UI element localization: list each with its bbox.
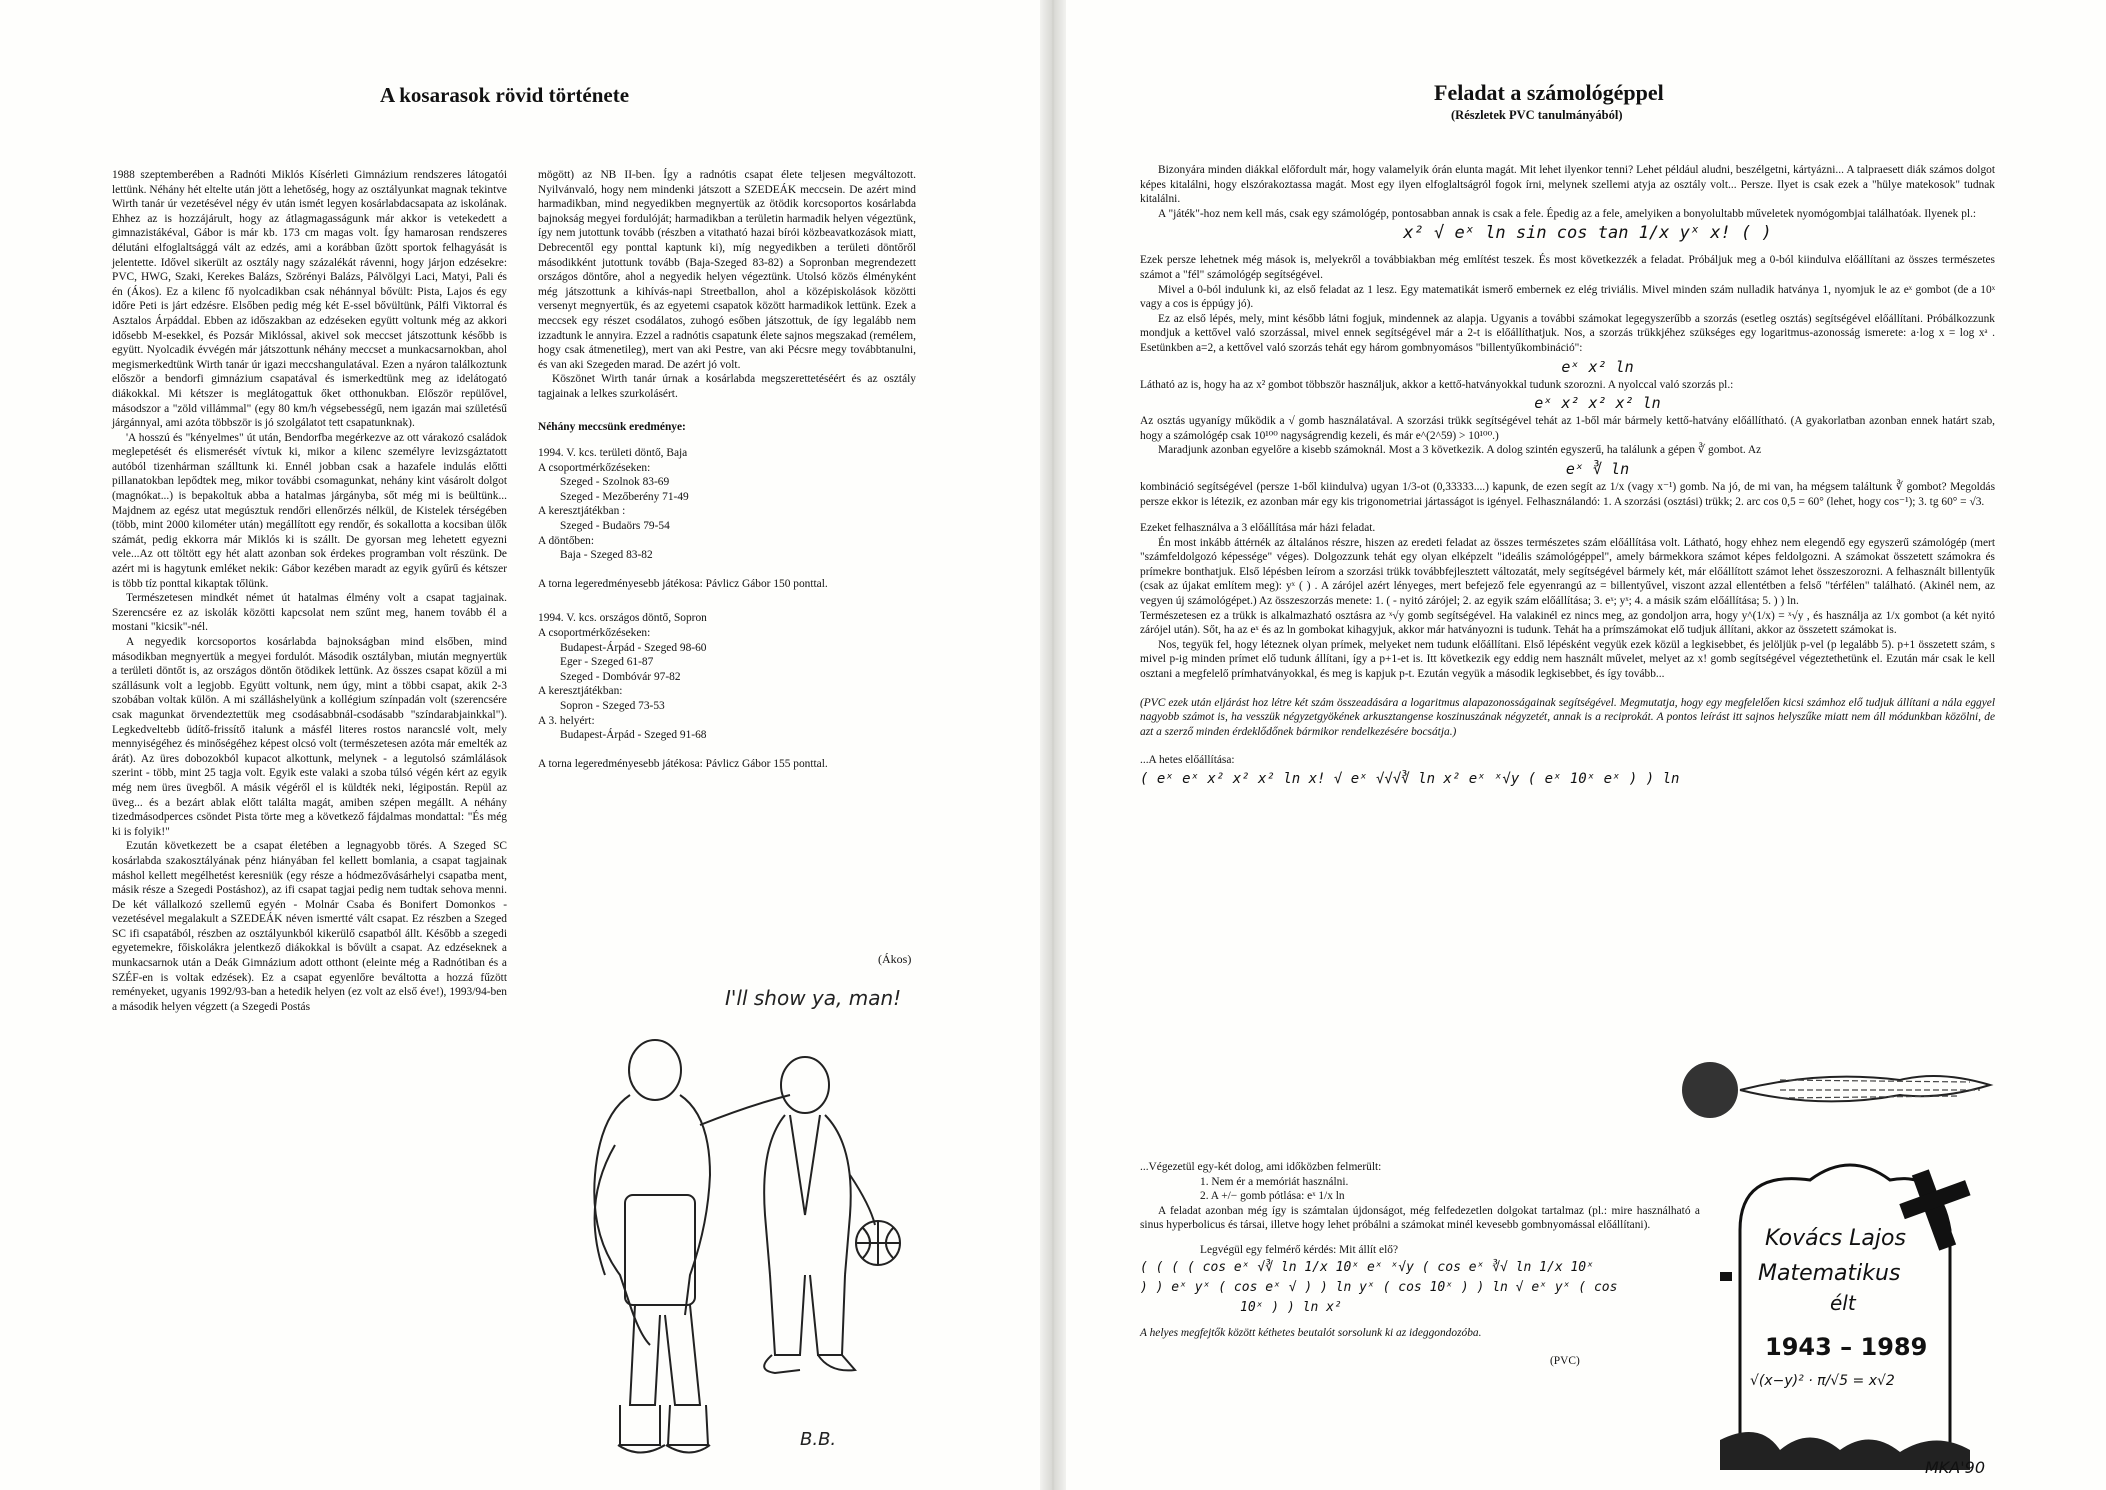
seven-formula: ( eˣ eˣ x² x² x² ln x! √ eˣ √√√∛ ln x² eˣ ˣ√y ( eˣ 10ˣ eˣ ) ) ln bbox=[1140, 771, 1680, 787]
paragraph: A "játék"-hoz nem kell más, csak egy számológép, pontosabban annak is csak a fele. Épedig az a fele, amelyiken a bonyolultabb műveletek nyomógombjai találhatóak. Ilyenek pl.: bbox=[1158, 207, 1977, 220]
paragraph: Ezután következett be a csapat életében a legnagyobb törés. A Szeged SC kosárlabda szakosztályának pénz hiányában fel kellett bomlania, a csapat tagjainak máshol kellett megélhetést keresniük (egy része a hódmezővásárhelyi csapatba ment, másik része a Szegedi Postáshoz), az ifi csapat tagjai pedig nem tudtak sehova menni. De két vállalkozó szellemű egyén - Molnár Csaba és Bonifert Domonkos - vezetésével megalakult a SZEDEÁK néven ismertté vált csapat. Ez részben a Szeged SC ifi csapatából, részben az osztályunkból kikerülő csapatból állt. Később a szegedi egyetemekre, főiskolákra jelentkező diákokkal is bővült a csapat. Az edzéseknek a munkacsarnok után a Deák Gimnázium adott otthont (eleinte még a Radnótiban és a SZÉF-en is voltak edzések). Ez a csapat egyenlőre beváltotta a hozzá fűzött reményeket, ugyanis 1992/93-ban a hetedik helyen (ez volt az első éve!), 1993/94-ben a második helyen végzett (a Szegedi Postás bbox=[112, 840, 507, 1013]
paragraph: Látható az is, hogy ha az x² gombot többször használjuk, akkor a kettő-hatványokkal tudunk szorozni. A nyolccal való szorzás pl.: bbox=[1140, 378, 1734, 391]
list-item: 2. A +/− gomb pótlása: eˣ 1/x ln bbox=[1200, 1190, 1345, 1203]
result-line: A csoportmérkőzéseken: bbox=[538, 627, 651, 640]
paragraph: Ezeket felhasználva a 3 előállítása már házi feladat. bbox=[1140, 522, 1376, 535]
small-cross-icon bbox=[1720, 1260, 1732, 1310]
result-line: Szeged - Szolnok 83-69 bbox=[560, 476, 670, 489]
result-line: A döntőben: bbox=[538, 534, 595, 547]
paragraph: 'A hosszú és "kényelmes" út után, Bendorfba megérkezve az ott várakozó családok meglepetését és elismerését vívtuk ki, mikor a kilenc személyre levizsgáztatott autóból tizenhárman szálltunk ki. Ennél jobban csak a hazafele indulás előtti pillanatokban lepődtek meg, mikor további csomagunkat, nehány kint vásárolt dolgot (magnókat...) is bepakoltuk abba a hatalmas járgányba, sőt még mi is beültünk... Majdnem az egész utat megúsztuk rendőri ellenőrzés nélkül, de Kistelek térségében (több, mint 2000 kilométer után) megállított egy rendőr, és sokallotta a kocsiban ülők számát, pedig ekkorra már Miklós ki is szállt. De gyorsan meg lehetett egyezni vele...Az ott töltött egy hét alatt azonban sok érdekes programban volt részünk. De azért mi is hagytunk emléket nekik: Gábor kezében maradt az egyik gyűrű és kétszer is több tíz ponttal kikaptak tőlünk. bbox=[112, 431, 507, 590]
cross-icon bbox=[1899, 1169, 1970, 1250]
paragraph: A feladat azonban még így is számtalan újdonságot, még felfedezetlen dolgokat tartalmaz (pl.: mire használható a sinus hyperbolicus és társai, illetve hogy lehet próbálni a számokat minél kevesebb gombnyomással előállítani). bbox=[1140, 1204, 1700, 1232]
page-gutter bbox=[1040, 0, 1066, 1490]
paragraph: Köszönet Wirth tanár úrnak a kosárlabda megszerettetéséért és az osztály tagjainak a lelkes szurkolásért. bbox=[538, 373, 916, 400]
result-line: 1994. V. kcs. országos döntő, Sopron bbox=[538, 612, 707, 625]
paragraph: Ezek persze lehetnek még mások is, melyekről a továbbiakban még említést teszek. És most következzék a feladat. Próbáljuk meg a 0-ból kiindulva előállítani az összes természetes számot a "fél" számológép segítségével. bbox=[1140, 254, 1995, 281]
page-title: A kosarasok rövid története bbox=[380, 83, 630, 107]
speech-bubble-text: I'll show ya, man! bbox=[725, 986, 902, 1010]
result-line: 1994. V. kcs. területi döntő, Baja bbox=[538, 447, 688, 460]
gravestone-formula: √(x−y)² · π/√5 = x√2 bbox=[1750, 1373, 1895, 1389]
paragraph: Természetesen ez a trükk is alkalmazható osztásra az ˣ√y gomb segítségével. Ha valakinél ez nincs meg, az gondoljon arra, hogy y^(1/x) = ˣ√y , és használja az 1/x gombot (a két nyitó zárójel után). Sőt, ha az eˣ és az ln gombokat kihagyjuk, akkor már hatványozni is tudunk. Tehát ha a prímszámokat elő tudjuk állítani, akkor az összetett számokat is. bbox=[1140, 609, 1995, 637]
result-line: Szeged - Mezőberény 71-49 bbox=[560, 490, 689, 503]
result-line: Szeged - Budaörs 79-54 bbox=[560, 520, 670, 533]
paragraph: kombináció segítségével (persze 1-ből kiindulva) ugyan 1/3-ot (0,33333....) kapunk, de ezen segít az 1/x (vagy x⁻¹) gomb. Na jó, de mi van, ha mégsem találtunk ∛ gombot? Megoldás persze ekkor is létezik, ez azonban már egy kis trigonometriai jártasságot is igényel. Felhasználandó: 1. A szorzási (osztási) trükk; 2. arc cos 0,5 = 60° (lehet, hogy cos⁻¹); 3. tg 60° = √3. bbox=[1140, 480, 1995, 508]
final-formula-line: ) ) eˣ yˣ ( cos eˣ √ ) ) ln yˣ ( cos 10ˣ ) ) ln √ eˣ yˣ ( cos bbox=[1140, 1279, 1618, 1295]
cartoon-signature: B.B. bbox=[800, 1429, 837, 1450]
result-line: A keresztjátékban: bbox=[538, 685, 623, 698]
result-line: A keresztjátékban : bbox=[538, 505, 626, 518]
gravestone-years: 1943 – 1989 bbox=[1765, 1333, 1928, 1361]
formula-cube-root: eˣ ∛ ln bbox=[1565, 459, 1630, 478]
left-column-1 bbox=[112, 168, 507, 1014]
calculator-buttons-formula: x² √ eˣ ln sin cos tan 1/x yˣ x! ( ) bbox=[1403, 223, 1772, 244]
artist-signature: MKA'90 bbox=[1925, 1458, 1985, 1477]
question: Legvégül egy felmérő kérdés: Mit állít elő? bbox=[1200, 1243, 1399, 1256]
paragraph: Az osztás ugyanígy működik a √ gomb használatával. A szorzási trükk segítségével tehát az 1-ből már bármely kettő-hatvány előállítható. (A gyakorlatban azonban ennek határt szab, hogy a számológép csak 10¹⁰⁰ nagyságrendig kezeli, és már e^(2^59) > 10¹⁰⁰.) bbox=[1140, 415, 1995, 442]
paragraph: Ez az első lépés, mely, mint később látni fogjuk, mindennek az alapja. Ugyanis a további számokat legegyszerűbb a szorzás (esetleg osztás) segítségével előállítani. Próbálkozzunk mondjuk a kettővel való szorzással, mivel ennek segítségével már a 2-t is előállíthatjuk. Nos, a szorzás trükkjéhez szükséges egy logaritmus-azonosság ismerete: a·log x = log xᵃ . Esetünkben a=2, a kettővel való szorzás tehát egy három gombnyomásos "billentyűkombináció": bbox=[1140, 312, 1995, 354]
paragraph: Mivel a 0-ból indulunk ki, az első feladat az 1 lesz. Egy matematikát ismerő embernek ez elég triviális. Mivel minden szám nulladik hatványa 1, nyomjuk le az eˣ gombot (de a 10ˣ vagy a cos is éppúgy jó). bbox=[1140, 283, 1995, 311]
result-line: Sopron - Szeged 73-53 bbox=[560, 700, 665, 712]
gravestone-sketch bbox=[1720, 1150, 2010, 1480]
result-line: A 3. helyért: bbox=[538, 714, 595, 727]
basketball-cartoon bbox=[560, 975, 940, 1475]
result-line: Szeged - Dombóvár 97-82 bbox=[560, 670, 681, 683]
result-line: Budapest-Árpád - Szeged 98-60 bbox=[560, 641, 707, 654]
results-block-2 bbox=[538, 611, 916, 742]
tall-player-figure bbox=[594, 1040, 790, 1453]
gravestone-elt: élt bbox=[1830, 1291, 1856, 1315]
formula-multiply-eight: eˣ x² x² x² ln bbox=[1534, 394, 1661, 413]
formula-multiply-two: eˣ x² ln bbox=[1561, 357, 1634, 376]
final-formula-line: ( ( ( ( cos eˣ √∛ ln 1/x 10ˣ eˣ ˣ√y ( cos eˣ ∛√ ln 1/x 10ˣ bbox=[1140, 1259, 1594, 1275]
result-line: Budapest-Árpád - Szeged 91-68 bbox=[560, 729, 707, 742]
coach-figure bbox=[764, 1057, 875, 1373]
best-player-1: A torna legeredményesebb játékosa: Pávlicz Gábor 150 ponttal. bbox=[538, 577, 828, 590]
result-line: A csoportmérkőzéseken: bbox=[538, 461, 651, 474]
paragraph: A negyedik korcsoportos kosárlabda bajnokságban mind elsőben, mind másodikban megnyertük a megyei fordulót. Második osztályban, miután megnyertük a területi döntőt is, az országos döntőn ötödikek lettünk. Az összes csapat közül a mi szállásunk volt a legjobb. Együtt voltunk, nem úgy, mint a többi csapat, akik 2-3 szobában voltak külön. A mi szálláshelyünk a kollégium színpadán volt (szerencsére csak magunkat örvendeztettük meg csodásabbnál-csodásabb "színdarabjainkkal"). Legkedveltebb üdítő-frissítő italunk a másfél literes rostos narancslé volt, mely mennyiségéhez és minőségéhez képest olcsó volt (természetesen azóta már emelték az árát). Az üres dobozokból kupacot alkottunk, melynek - a legutolsó számlálások szerint - több, mint 25 tagja volt. Egyik este valaki a szoba túlsó végén kért az egyik még nem üres üvegből. A másik végéről el is küldték neki, légipostán. Repül az üveg... és a bezárt ablak előtt találta magát, amiben szépen megállt. A néhány tizedmásodperces csöndet Pista törte meg a következő fájdalmas mondattal: "És még ki is folyik!" bbox=[112, 636, 507, 838]
page-subtitle: (Részletek PVC tanulmányából) bbox=[1451, 108, 1623, 122]
right-ending bbox=[1140, 1160, 1700, 1369]
editor-note: (PVC ezek után eljárást hoz létre két szám összeadására a logaritmus alapazonosságainak segítségével. Megmutatja, hogy egy megfelelően kicsi számhoz elő tudjuk állítani a nála eggyel nagyobb számot is, ha vesszük négyzetgyökének arkusztangense koszinuszának négyzetét, annak is a reciprokát. A pontos leírást itt sajnos helyszűke miatt nem áll módunkban közölni, de azt a szerző minden érdeklődőnek bármikor rendelkezésére bocsátja.) bbox=[1140, 696, 1995, 738]
result-line: Baja - Szeged 83-82 bbox=[560, 549, 653, 562]
results-title: Néhány meccsünk eredménye: bbox=[538, 420, 686, 433]
final-formula-line: 10ˣ ) ) ln x² bbox=[1240, 1299, 1342, 1315]
paragraph: Maradjunk azonban egyelőre a kisebb számoknál. Most a 3 következik. A dolog szintén egyszerű, ha találunk a gépen ∛ gombot. Az bbox=[1158, 444, 1762, 457]
paragraph: ...Végezetül egy-két dolog, ami időközben felmerült: bbox=[1140, 1161, 1382, 1173]
paragraph: 1988 szeptemberében a Radnóti Miklós Kísérleti Gimnázium rendszeres látogatói lettünk. Néhány hét eltelte után jött a lehetőség, hogy az osztályunkat magnak tekintve Wirth tanár úr vezetésével négy év után ismét legyen kosárlabdacsapata az iskolának. Ehhez az is hozzájárult, hogy az átlagmagasságunk már akkor is vetekedett a gimnazistákéval, Gábor is már kb. 173 cm magas volt. Így hamarosan rendszeres délutáni elfoglaltsággá vált az edzés, ami a korábban űzött sportok felhagyását is jelentette. Idővel sikerült az osztály nagy százalékát rávenni, hogy járjon edzésekre: PVC, HWG, Szaki, Kerekes Balázs, Szörényi Balázs, Pálvölgyi Laci, Matyi, Pali és én (Ákos). Ez a kilenc fő nyolcadikban csak néhánnyal bővült: Pista, Lajos és egy időre Peti is járt edzésre. Elsőben pedig még két E-ssel bővültünk, Pálfi Viktorral és Asztalos Árpáddal. Ebben az időszakban az edzéseken együtt voltunk még az akkori idősebb M-esekkel, és Pozsár Miklóssal, akivel sok meccset játszottunk később is együtt. Nyolcadik évvégén már játszottunk néhány meccset a munkacsarnokban, ahol megismerkedtünk Wirth tanár úr igazi meccshangulatával. Ezen a nyáron találkoztunk először a bendorfi gimnázium csapatával és ismerkedtünk meg az idelátogató diákokkal. Mi kétszer is meglátogattuk őket otthonukban. Először repülővel, másodszor a "zöld villámmal" (egy 80 km/h végsebességű, nem igazán mai születésű járgánnyal, ami azóta többször is jó szolgálatot tett csapatunknak). bbox=[112, 169, 507, 430]
best-player-2: A torna legeredményesebb játékosa: Pávlicz Gábor 155 ponttal. bbox=[538, 757, 828, 770]
final-note: A helyes megfejtők között kéthetes beutalót sorsolunk ki az ideggondozóba. bbox=[1140, 1326, 1482, 1339]
gravestone-profession: Matematikus bbox=[1758, 1261, 1901, 1286]
paragraph: Én most inkább áttérnék az általános részre, hiszen az eredeti feladat az összes természetes szám előállítása volt. Látható, hogy ehhez nem elegendő egy egyszerű számológép (mert "számfeldolgozó képessége" véges). Dolgozzunk tehát egy olyan elképzelt "ideális számológéppel", amely bármekkora számot képes feldolgozni. A számokat összetett számokra és prímekre bonthatjuk. Első lépésben leírom a szorzási trükk továbbfejlesztett változatát, mely segítségével bármely két, már előállított számot lehet összeszorozni. A felhasznált billentyűk (csak az újakat említem meg): yˣ ( ) . A zárójel azért lényeges, mert befejező fele egyenrangú az = billentyűvel, viszont azzal ellentétben a felső "térfélen" található. (Akinél nem, az vegyen új számológépet.) Az összeszorzás menete: 1. ( - nyitó zárójel; 2. az egyik szám előállítása; 3. eˣ; yˣ; 4. a másik szám előállítása; 5. ) ) ln. bbox=[1140, 536, 1995, 608]
paragraph: Természetesen mindkét német út hatalmas élmény volt a csapat tagjainak. Szerencsére ez az iskolák közötti kapcsolat nem szűnt meg, hanem tovább él a mostani "kicsik"-nél. bbox=[112, 592, 507, 634]
basketball-icon bbox=[856, 1221, 900, 1265]
left-column-2 bbox=[538, 168, 916, 771]
page-title: Feladat a számológéppel bbox=[1434, 80, 1664, 105]
left-page bbox=[0, 0, 1040, 1490]
author-signature: (Ákos) bbox=[878, 952, 912, 966]
results-block-1 bbox=[538, 446, 916, 563]
comet-sketch bbox=[1670, 1050, 2000, 1130]
paragraph: Bizonyára minden diákkal előfordult már, hogy valamelyik órán elunta magát. Mit lehet ilyenkor tenni? Lehet például aludni, beszélgetni, kártyázni... A talpraesett diák számos dolgot képes kitalálni, hogy elszórakoztassa magát. Most egy ilyen elfoglaltságról fogok írni, melynek szellemi atyja az osztály volt... Persze. Ilyet is csak ezek a "hülye matekosok" tudnak kitalálni. bbox=[1140, 164, 1995, 206]
paragraph: Nos, tegyük fel, hogy léteznek olyan prímek, melyeket nem tudunk előállítani. Első lépésként vegyük ezek közül a legkisebbet, és jelöljük p-vel (p legalább 5). p+1 összetett szám, s mivel p-ig minden prímet elő tudunk állítani, így a p+1-et is. Itt következik egy eddig nem használt művelet, melyet az x! gomb segítségével végeztethetünk el. Ezután már csak le kell osztani a megfelelő prímhatványokkal, és meg is kapjuk p-t. Ezután vegyük a második legkisebbet, és így tovább... bbox=[1140, 638, 1995, 681]
right-article-body bbox=[1140, 163, 1995, 790]
gravestone-name: Kovács Lajos bbox=[1765, 1226, 1906, 1251]
author-signature: (PVC) bbox=[1550, 1355, 1580, 1368]
paragraph: mögött) az NB II-ben. Így a radnótis csapat élete teljesen megváltozott. Nyilvánvaló, hogy nem mindenki játszott a SZEDEÁK meccsein. De azért mind harmadikban, mind negyedikben megnyertük az ötödik korcsoportos kosárlabda bajnokság megyei fordulóját; harmadikban a területin harmadik helyen végeztünk, így nem jutottunk tovább (részben a vitatható hazai bírói közbeavatkozások miatt, Debrecentől egy ponttal kaptunk ki), míg negyedikben a területi döntőről másodikként jutottunk tovább (Baja-Szeged 83-82) a Sopronban megrendezett országos döntőre, ahol a negyedik helyen végeztünk. Utolsó közös élményként még játszottunk a kihívás-napi Streetballon, ahol a középiskolások közötti versenyt megnyertük, és az egyetemi csapatok között harmadikok lettünk. Ezek a meccsek egy részet csodálatos, zuhogó esőben játszottuk, de így legalább nem izzadtunk le annyira. Ezzel a radnótis csapatunk élete sajnos megszakad (remélem, hogy csak átmenetileg), mert van aki Pestre, van aki Pécsre megy továbbtanulni, és van aki Szegeden marad. De azért jó volt. bbox=[538, 169, 916, 371]
seven-label: ...A hetes előállítása: bbox=[1140, 754, 1235, 767]
list-item: 1. Nem ér a memóriát használni. bbox=[1200, 1175, 1349, 1188]
result-line: Eger - Szeged 61-87 bbox=[560, 656, 654, 669]
